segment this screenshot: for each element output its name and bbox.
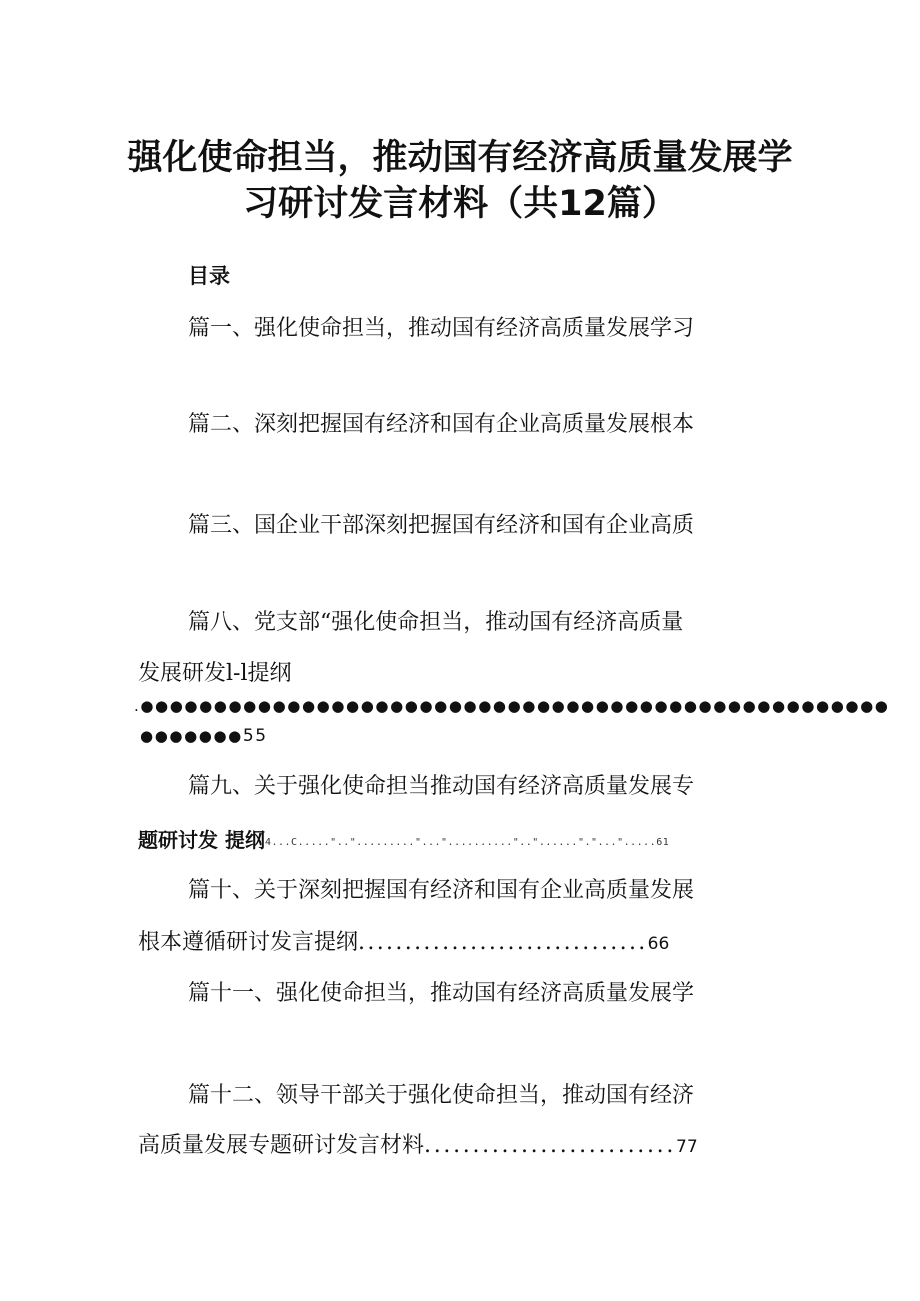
toc-heading: 目录 [188,264,230,288]
toc-entry-1: 篇一、强化使命担当，推动国有经济高质量发展学习 [188,316,695,341]
toc-entry-12-line-2 [138,1131,698,1162]
toc-entry-12-line-1: 篇十二、领导干部关于强化使命担当，推动国有经济 [188,1083,695,1108]
toc-entry-9-line-2 [138,825,669,858]
toc-entry-12-page-number: 77 [676,1137,698,1157]
toc-entry-12-leader: .......................... [424,1133,677,1158]
document-title-line-1: 强化使命担当，推动国有经济高质量发展学 [127,138,793,178]
document-title-line-2: 习研讨发言材料（共12篇） [243,184,677,224]
toc-entry-10-line-1: 篇十、关于深刻把握国有经济和国有企业高质量发展 [188,878,695,903]
toc-entry-9-title: 题研讨发 提纲 [138,828,265,852]
toc-entry-10-page-number: 66 [647,934,670,954]
toc-entry-10-title: 根本遵循研讨发言提纲 [138,930,359,955]
toc-entry-8-line-2: 发展研发l-l提纲 [138,661,292,686]
toc-entry-8-line-1: 篇八、党支部“强化使命担当，推动国有经济高质量 [188,610,684,635]
toc-entry-11: 篇十一、强化使命担当，推动国有经济高质量发展学 [188,981,695,1006]
toc-entry-12-title: 高质量发展专题研讨发言材料 [138,1133,425,1158]
toc-entry-10-line-2 [138,928,669,959]
toc-entry-8-page-number: 55 [242,726,268,746]
toc-entry-2: 篇二、深刻把握国有经济和国有企业高质量发展根本 [188,412,695,437]
toc-entry-8-dots: ●●●●●●● [140,727,243,745]
toc-entry-9-leader: 4...C.....".."........."..."..........".."......"."...".....61 [264,837,670,848]
toc-entry-3: 篇三、国企业干部深刻把握国有经济和国有企业高质 [188,513,695,538]
toc-entry-10-leader: ............................... [358,930,648,955]
toc-entry-9-line-1: 篇九、关于强化使命担当推动国有经济高质量发展专 [188,774,695,799]
toc-entry-8-dot-leader-2 [140,724,268,748]
toc-entry-8-dot-leader-1: .●●●●●●●●●●●●●●●●●●●●●●●●●●●●●●●●●●●●●●●●●●●●●●●●●●● [134,697,890,715]
